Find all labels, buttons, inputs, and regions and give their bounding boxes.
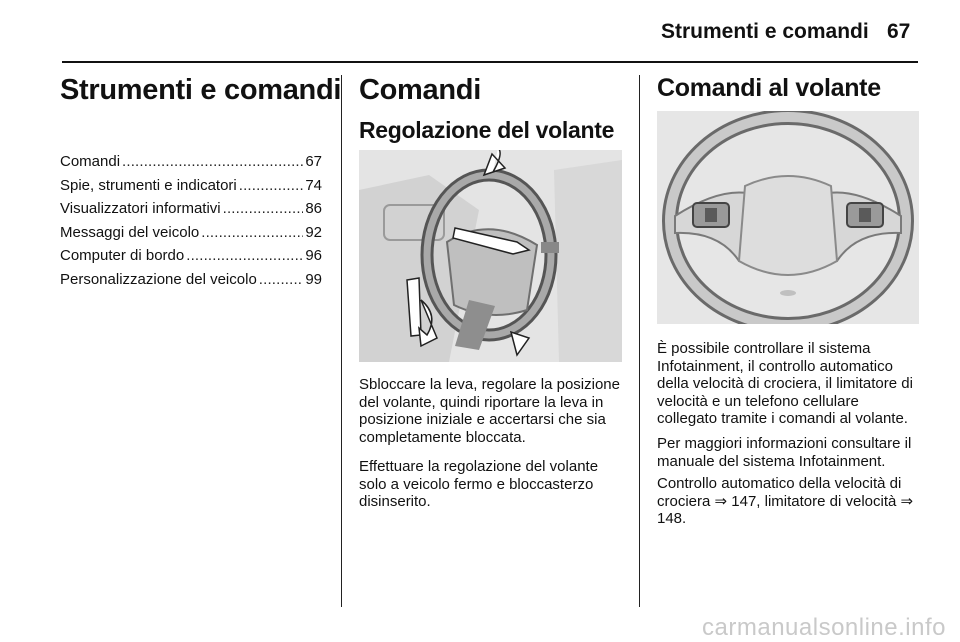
toc-leader (186, 244, 303, 268)
toc-entry-label: Comandi (60, 153, 121, 170)
toc-entry-label: Spie, strumenti e indicatori (60, 176, 237, 194)
chapter-heading: Strumenti e comandi (60, 74, 342, 106)
table-of-contents (60, 150, 322, 291)
section-heading: Comandi al volante (657, 74, 881, 102)
steering-adjustment-illustration (359, 150, 622, 362)
toc-entry[interactable] (60, 150, 322, 174)
column-divider-right (639, 75, 640, 607)
header-title: Strumenti e comandi (661, 20, 869, 43)
toc-leader (201, 221, 303, 245)
steering-wheel-figure (657, 111, 919, 324)
toc-entry-page: 99 (305, 270, 322, 288)
toc-entry-page: 86 (305, 200, 322, 217)
toc-entry[interactable] (60, 244, 322, 268)
steering-wheel-illustration (657, 111, 919, 324)
paragraph: Sbloccare la leva, regolare la posizione del volante, quindi riportare la leva in posizione iniziale e accertarsi che sia completamente bloccata. (359, 376, 620, 446)
toc-leader (223, 197, 304, 221)
toc-leader (239, 174, 304, 198)
toc-entry-label: Visualizzatori informativi (60, 200, 221, 217)
toc-leader (122, 150, 303, 174)
toc-entry[interactable] (60, 197, 322, 221)
column-divider-left (341, 75, 342, 607)
section-heading: Comandi (359, 74, 481, 106)
toc-entry-label: Personalizzazione del veicolo (60, 270, 257, 288)
toc-entry-page: 67 (305, 153, 322, 170)
paragraph: Effettuare la regolazione del volante solo a veicolo fermo e bloccasterzo disinserito. (359, 458, 599, 510)
toc-entry-page: 96 (305, 247, 322, 264)
toc-entry-label: Messaggi del veicolo (60, 223, 200, 241)
paragraph: Controllo automatico della velocità di crociera ⇒ 147, limitatore di velocità ⇒ 148. (657, 475, 914, 527)
toc-entry-label: Computer di bordo (60, 247, 185, 264)
toc-entry[interactable] (60, 174, 322, 198)
watermark: carmanualsonline.info (702, 614, 946, 641)
page-number: 67 (887, 20, 911, 43)
subsection-heading: Regolazione del volante (359, 117, 615, 143)
toc-entry-page: 74 (305, 176, 322, 194)
toc-leader (259, 268, 304, 292)
paragraph: È possibile controllare il sistema Infotainment, il controllo automatico della velocità di crociera, il limitatore di velocità e un telefono cellulare collegato tramite i comandi al volante. (657, 340, 913, 427)
toc-entry[interactable] (60, 268, 322, 292)
paragraph: Per maggiori informazioni consultare il manuale del sistema Infotainment. (657, 435, 912, 470)
header-rule (62, 61, 918, 63)
toc-entry[interactable] (60, 221, 322, 245)
toc-entry-page: 92 (305, 223, 322, 241)
steering-adjustment-figure (359, 150, 622, 362)
